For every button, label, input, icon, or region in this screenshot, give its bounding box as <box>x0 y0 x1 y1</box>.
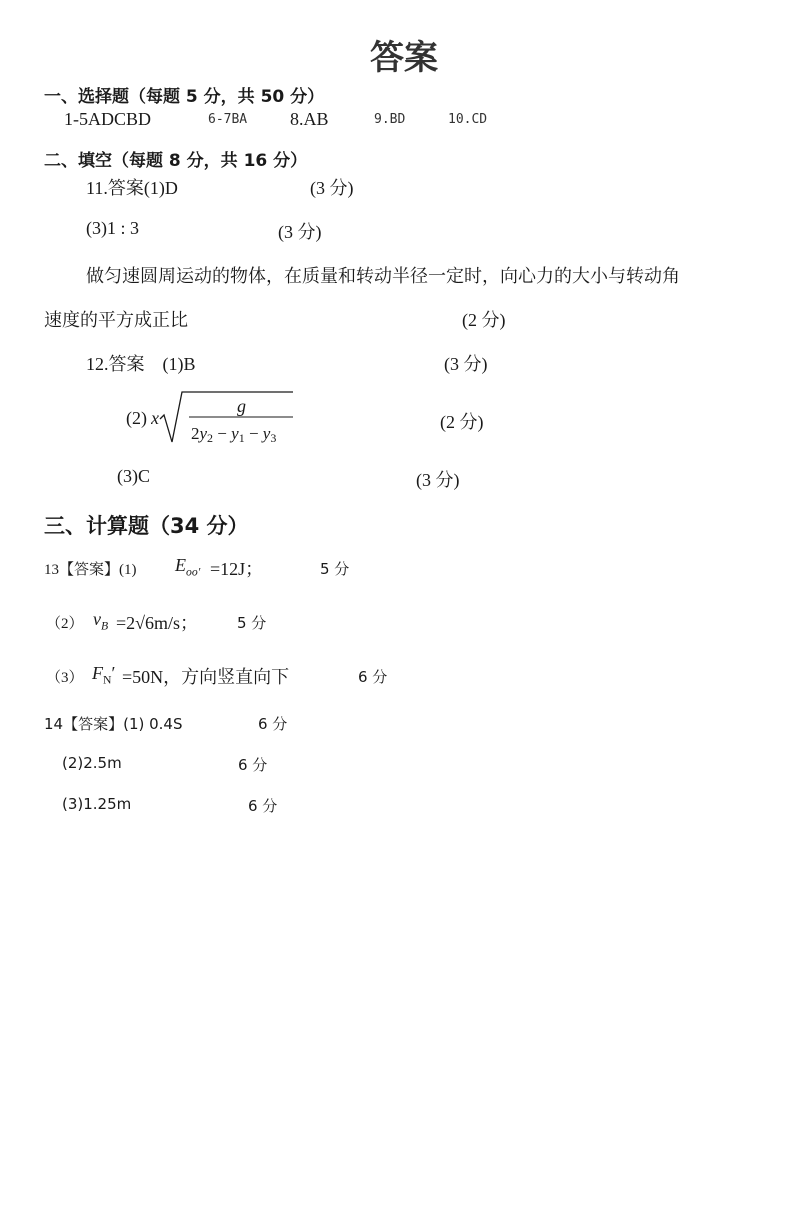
q14-3: (3)1.25m <box>62 795 132 813</box>
q12-line3-points: (3 分) <box>416 470 460 490</box>
q14-3-points: 6 分 <box>248 797 278 815</box>
answer-9: 9.BD <box>374 112 406 127</box>
q14-2: (2)2.5m <box>62 754 122 772</box>
q13-3-points: 6 分 <box>358 668 388 686</box>
q11-line2: (3)1 : 3 <box>86 218 139 238</box>
q13-3-value: =50N，方向竖直向下 <box>122 667 290 687</box>
page-title: 答案 <box>370 38 438 78</box>
q14-2-points: 6 分 <box>238 756 268 774</box>
svg-text:2y2 − y1 − y3: 2y2 − y1 − y3 <box>191 424 277 445</box>
svg-text:x: x <box>151 408 159 428</box>
q13-prefix: 13【答案】(1) <box>44 562 137 578</box>
q11-paragraph-line2: 速度的平方成正比 <box>44 310 188 330</box>
answer-6-7: 6-7BA <box>208 112 248 127</box>
q13-3-prefix: （3） <box>46 670 84 686</box>
q13-2-points: 5 分 <box>237 614 267 632</box>
q11-paragraph-line1: 做匀速圆周运动的物体，在质量和转动半径一定时，向心力的大小与转动角 <box>86 266 680 286</box>
answer-1-5: 1-5ADCBD <box>64 109 152 129</box>
q13-3-symbol: $F_N'$ <box>92 663 116 687</box>
q12-line3: (3)C <box>117 466 150 486</box>
q14-1-points: 6 分 <box>258 715 288 733</box>
q11-line2-points: (3 分) <box>278 222 322 242</box>
section1-heading: 一、选择题（每题 5 分，共 50 分） <box>44 87 325 107</box>
q12-line1: 12.答案 (1)B <box>86 354 196 374</box>
q11-line1: 11.答案(1)D <box>86 178 178 198</box>
q13-2-value: =2√6m/s； <box>116 613 199 633</box>
q13-2-symbol: $v_B$ <box>93 609 109 633</box>
q14-line1: 14【答案】(1) 0.4S <box>44 715 183 733</box>
section3-heading: 三、计算题（34 分） <box>44 514 249 538</box>
q13-1-points: 5 分 <box>320 560 350 578</box>
q13-2-prefix: （2） <box>46 616 84 632</box>
answer-10: 10.CD <box>448 112 488 127</box>
q13-1-symbol: $E_{oo'}$ <box>175 555 201 579</box>
answer-8: 8.AB <box>290 109 329 129</box>
q11-paragraph-points: (2 分) <box>462 310 506 330</box>
q12-part2-label: (2) <box>126 408 147 428</box>
q12-line1-points: (3 分) <box>444 354 488 374</box>
q13-1-value: =12J； <box>210 559 264 579</box>
q12-part2-points: (2 分) <box>440 412 484 432</box>
section2-heading: 二、填空（每题 8 分，共 16 分） <box>44 151 308 171</box>
q11-line1-points: (3 分) <box>310 178 354 198</box>
svg-text:g: g <box>237 396 246 416</box>
q12-formula <box>151 386 301 448</box>
